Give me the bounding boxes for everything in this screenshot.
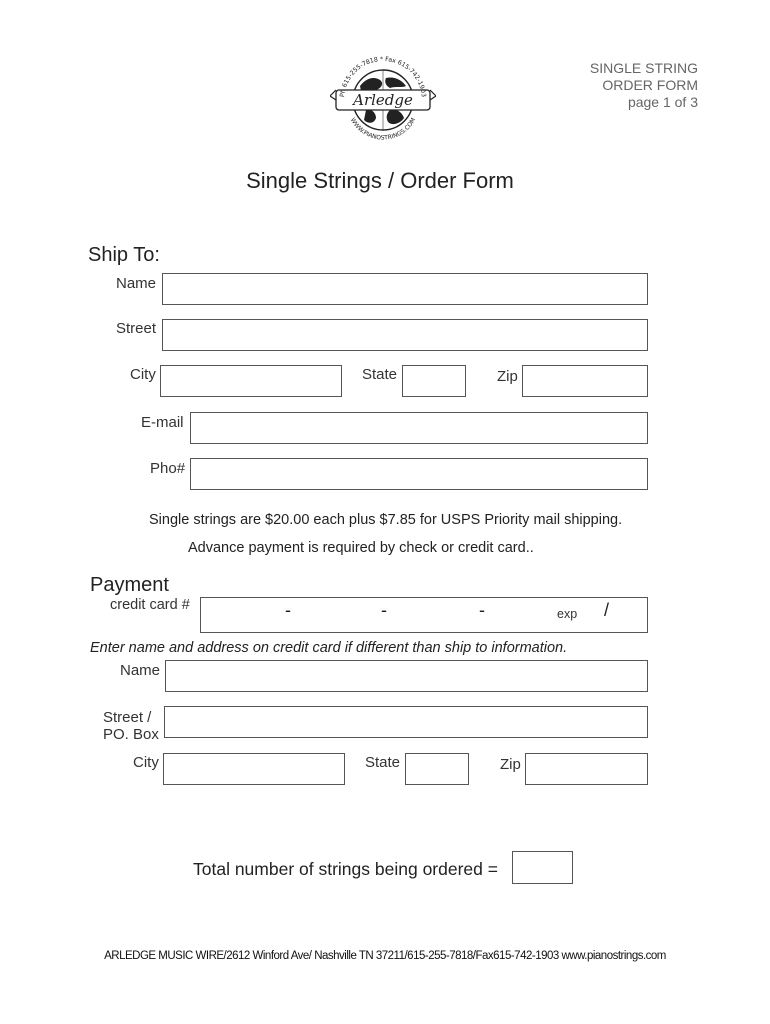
payment-heading: Payment xyxy=(90,574,169,596)
payment-note: Advance payment is required by check or credit card.. xyxy=(188,540,534,556)
card-city-field[interactable] xyxy=(163,753,345,785)
logo-contact-text: Ph 615-255-7818 * Fax 615-742-1903 xyxy=(339,55,427,98)
company-logo xyxy=(330,52,436,150)
ship-city-label: City xyxy=(130,366,156,383)
ship-name-field[interactable] xyxy=(162,273,648,305)
ship-phone-label: Pho# xyxy=(150,460,186,477)
ship-state-field[interactable] xyxy=(402,365,466,397)
ship-name-label: Name xyxy=(116,275,157,292)
cc-separator-3: - xyxy=(479,600,485,620)
ship-to-heading: Ship To: xyxy=(88,244,160,266)
card-street-label xyxy=(103,709,159,743)
ship-street-label: Street xyxy=(116,320,157,337)
price-note: Single strings are $20.00 each plus $7.85 for USPS Priority mail shipping. xyxy=(149,512,623,528)
corner-line-2: ORDER FORM xyxy=(602,77,698,93)
ship-email-field[interactable] xyxy=(190,412,648,444)
card-street-field[interactable] xyxy=(164,706,648,738)
credit-card-label: credit card # xyxy=(110,597,190,613)
card-name-label: Name xyxy=(120,662,161,679)
footer-contact: ARLEDGE MUSIC WIRE/2612 Winford Ave/ Nashville TN 37211/615-255-7818/Fax615-742-1903 www.pianostrings.com xyxy=(104,950,666,962)
card-city-label: City xyxy=(133,754,159,771)
ship-email-label: E-mail xyxy=(141,414,184,431)
logo-brand-text: Arledge xyxy=(353,91,413,109)
ship-zip-label: Zip xyxy=(497,368,518,385)
ship-street-field[interactable] xyxy=(162,319,648,351)
card-zip-label: Zip xyxy=(500,756,521,773)
ship-state-label: State xyxy=(362,366,398,383)
globe-logo-icon xyxy=(330,52,436,150)
card-zip-field[interactable] xyxy=(525,753,648,785)
card-state-label: State xyxy=(365,754,401,771)
total-strings-label: Total number of strings being ordered = xyxy=(193,859,498,879)
ship-phone-field[interactable] xyxy=(190,458,648,490)
cc-separator-1: - xyxy=(285,600,291,620)
card-address-instruction: Enter name and address on credit card if different than ship to information. xyxy=(90,640,568,656)
page-indicator: page 1 of 3 xyxy=(627,94,698,110)
ship-zip-field[interactable] xyxy=(522,365,648,397)
total-strings-field[interactable] xyxy=(512,851,573,884)
exp-label: exp xyxy=(557,607,578,621)
card-name-field[interactable] xyxy=(165,660,648,692)
card-street-label-line-1: Street / xyxy=(103,709,152,726)
page-title: Single Strings / Order Form xyxy=(246,168,514,193)
corner-line-1: SINGLE STRING xyxy=(589,60,698,76)
exp-slash: / xyxy=(604,600,610,620)
cc-separator-2: - xyxy=(381,600,387,620)
logo-url-text: WWW.PIANOSTRINGS.COM xyxy=(348,116,418,142)
card-state-field[interactable] xyxy=(405,753,469,785)
corner-header xyxy=(590,60,698,111)
credit-card-field[interactable] xyxy=(200,597,648,633)
card-street-label-line-2: PO. Box xyxy=(103,726,159,743)
ship-city-field[interactable] xyxy=(160,365,342,397)
